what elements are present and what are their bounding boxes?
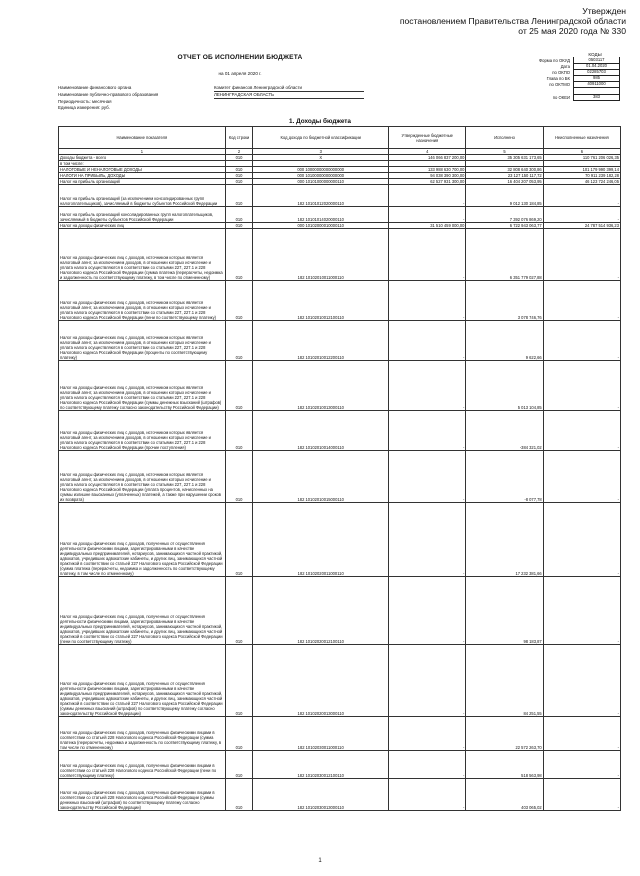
cell-kbk: 000 10101000000000110 [253,179,389,185]
table-row [59,321,621,361]
cell-kbk: 182 10102030012100110 [253,751,389,779]
cell-code: 010 [225,207,253,223]
table-row [59,717,621,751]
code-label: Дата [560,63,570,69]
cell-name: Налог на доходы физических лиц с доходов, источником которых является налоговый агент, за исключением доходов, в отношении которых исчисление и уплата налога осуществляются в соответствии со статьями 227, 227.1 и 228 Налогового кодекса Российской Федерации (суммы денежных взысканий (штрафов) по соответствующему платежу согласно законодательству Российской Федерации) [59,361,226,411]
table-row [59,779,621,811]
cell-done: 7 392 076 869,20 [466,207,543,223]
cell-done: 9 012 130 184,85 [466,185,543,207]
cell-kbk: 182 10101014020000110 [253,207,389,223]
cell-rest: 24 787 514 936,23 [543,223,620,229]
approval-line-2: постановлением Правительства Ленинградской области [399,16,626,26]
cell-kbk: 182 10102030013000110 [253,779,389,811]
header-field-label: Единица измерения: руб. [58,105,110,110]
approval-stamp [366,6,626,36]
cell-code: 010 [225,281,253,321]
cell-done: 22 572 263,70 [466,717,543,751]
cell-plan: - [389,451,466,503]
cell-name: Налог на доходы физических лиц с доходов, полученных физическими лицами в соответствии со статьей 228 Налогового кодекса Российской Федерации (сумма платежа (перерасчеты, недоимка и задолженность по соответствующему платежу, в том числе по отмененному) [59,717,226,751]
cell-rest: - [543,361,620,411]
cell-rest: - [543,411,620,451]
cell-code: 010 [225,577,253,645]
cell-name: в том числе: [59,161,226,167]
cell-name: Доходы бюджета - всего [59,155,226,161]
header-field-value: Комитет финансов Ленинградской области [214,85,364,92]
cell-rest: - [543,779,620,811]
cell-done: 98 183,87 [466,577,543,645]
cell-done: -384 321,02 [466,411,543,451]
table-body [59,155,621,811]
header-field-label: Наименование финансового органа [58,85,132,90]
table-row [59,185,621,207]
cell-code: 010 [225,361,253,411]
cell-code: 010 [225,451,253,503]
column-number: 6 [543,149,620,155]
code-value: 985 [573,75,620,82]
cell-rest: - [543,281,620,321]
cell-kbk: 000 10102000010000110 [253,223,389,229]
cell-name: Налог на доходы физических лиц [59,223,226,229]
cell-name: Налог на прибыль организаций (за исключением консолидированных групп налогоплательщиков), зачисляемый в бюджеты субъектов Российской Федерации [59,185,226,207]
cell-kbk: 182 10101012020000110 [253,185,389,207]
code-label: по ОКТМО [549,82,570,88]
cell-done: 32 808 640 300,86 [466,167,543,173]
cell-done: 3 078 746,76 [466,281,543,321]
table-row [59,281,621,321]
cell-plan: - [389,503,466,577]
code-label: Глава по БК [546,76,570,82]
cell-name: Налог на доходы физических лиц с доходов, источником которых является налоговый агент, за исключением доходов, в отношении которых исчисление и уплата налога осуществляются в соответствии со статьями 227, 227.1 и 228 Налогового кодекса Российской Федерации (пени по соответствующему платежу) [59,281,226,321]
cell-done: 84 251,55 [466,645,543,717]
code-label: по ОКЕИ [552,94,570,100]
cell-rest: - [543,229,620,281]
cell-code: 010 [225,321,253,361]
cell-plan: 94 038 390 300,00 [389,173,466,179]
cell-plan: - [389,751,466,779]
header-field-label: Периодичность: месячная [58,99,112,104]
column-header: Исполнено [466,127,543,149]
column-number: 5 [466,149,543,155]
table-row [59,645,621,717]
header-field-label: Наименование публично-правового образования [58,92,159,97]
cell-rest: 101 179 990 399,14 [543,167,620,173]
approval-line-1: Утвержден [582,6,626,16]
column-number: 2 [225,149,253,155]
cell-kbk: 182 10102010011000110 [253,229,389,281]
cell-rest: 70 911 239 182,28 [543,173,620,179]
cell-rest: - [543,503,620,577]
cell-kbk: 000 10000000000000000 [253,167,389,173]
cell-plan: - [389,717,466,751]
table-row [59,411,621,451]
cell-rest: - [543,185,620,207]
codes-title: КОДЫ [588,52,602,57]
cell-code: 010 [225,411,253,451]
cell-done: 403 065,02 [466,779,543,811]
cell-rest: - [543,645,620,717]
code-value: 0503117 [573,57,620,64]
cell-done: 23 127 150 117,72 [466,173,543,179]
column-header: Код строки [225,127,253,149]
table-header-row [59,127,621,149]
table-row [59,577,621,645]
cell-plan: - [389,779,466,811]
header-field-value: ЛЕНИНГРАДСКАЯ ОБЛАСТЬ [214,92,364,99]
cell-code: 010 [225,167,253,173]
cell-rest: - [543,751,620,779]
cell-plan: 146 066 837 200,00 [389,155,466,161]
cell-rest: - [543,207,620,223]
cell-plan: - [389,229,466,281]
cell-rest: 110 761 206 026,35 [543,155,620,161]
table-row [59,751,621,779]
cell-code: 010 [225,223,253,229]
cell-plan: 31 510 459 000,00 [389,223,466,229]
code-label: по ОКПО [552,69,570,75]
cell-name: НАЛОГИ НА ПРИБЫЛЬ, ДОХОДЫ [59,173,226,179]
header-field-row [58,92,364,99]
code-value: 01.04.2020 [573,63,620,70]
approval-line-3: от 25 мая 2020 года № 330 [518,26,626,36]
cell-plan: - [389,185,466,207]
cell-name: Налог на доходы физических лиц с доходов, источником которых является налоговый агент, за исключением доходов, в отношении которых исчисление и уплата налога осуществляются в соответствии со статьями 227, 227.1 и 228 Налогового кодекса Российской Федерации (сумма платежа (перерасчеты, недоимка и задолженность по соответствующему платежу, в том числе по отмененному) [59,229,226,281]
column-number: 1 [59,149,226,155]
codes-block [510,52,620,100]
code-label: Форма по ОКУД [538,57,570,63]
cell-name: Налог на доходы физических лиц с доходов, источником которых является налоговый агент, за исключением доходов, в отношении которых исчисление и уплата налога осуществляются в соответствии со статьями 227, 227.1 и 228 Налогового кодекса Российской Федерации (прочие поступления) [59,411,226,451]
code-row [510,94,620,100]
cell-rest: - [543,321,620,361]
code-value: 383 [573,94,620,101]
cell-name: Налог на доходы физических лиц с доходов, источником которых является налоговый агент, за исключением доходов, в отношении которых исчисление и уплата налога осуществляются в соответствии со статьями 227, 227.1 и 228 Налогового кодекса Российской Федерации (уплата процентов, начисленных на суммы излишне взысканных (уплаченных) платежей, а также при нарушении сроков их возврата) [59,451,226,503]
table-row [59,229,621,281]
page-number: 1 [318,858,322,864]
section-title: 1. Доходы бюджета [289,118,351,125]
cell-done: 17 232 381,66 [466,503,543,577]
table-row [59,451,621,503]
cell-kbk: 182 10102010012200110 [253,321,389,361]
header-field-row [58,105,364,111]
header-field-value [214,105,364,111]
header-field-row [58,85,364,92]
cell-rest: - [543,717,620,751]
cell-code: 010 [225,779,253,811]
cell-code: 010 [225,229,253,281]
cell-rest: - [543,577,620,645]
report-date: на 01 апреля 2020 г. [218,71,262,76]
cell-name: Налог на доходы физических лиц с доходов, полученных от осуществления деятельности физическими лицами, зарегистрированными в качестве индивидуальных предпринимателей, нотариусов, занимающихся частной практикой, адвокатов, учредивших адвокатские кабинеты, и других лиц, занимающихся частной практикой в соответствии со статьей 227 Налогового кодекса Российской Федерации (суммы денежных взысканий (штрафов) по соответствующему платежу согласно законодательству Российской Федерации) [59,645,226,717]
cell-code: 010 [225,179,253,185]
cell-name: Налог на прибыль организаций [59,179,226,185]
column-number: 3 [253,149,389,155]
cell-plan: - [389,207,466,223]
cell-rest: - [543,451,620,503]
cell-code: 010 [225,155,253,161]
cell-done: 5 013 104,85 [466,361,543,411]
table-row [59,503,621,577]
column-header: Наименование показателя [59,127,226,149]
cell-kbk: X [253,155,389,161]
cell-plan: - [389,321,466,361]
column-header: Неисполненные назначения [543,127,620,149]
cell-done: 6 351 779 027,88 [466,229,543,281]
cell-kbk: 182 10102020013000110 [253,645,389,717]
cell-kbk: 182 10102020012100110 [253,577,389,645]
cell-done: 518 563,98 [466,751,543,779]
cell-name: НАЛОГОВЫЕ И НЕНАЛОГОВЫЕ ДОХОДЫ [59,167,226,173]
cell-name: Налог на доходы физических лиц с доходов, полученных физическими лицами в соответствии со статьей 228 Налогового кодекса Российской Федерации (пени по соответствующему платежу) [59,751,226,779]
code-value: 02285703 [573,69,620,76]
cell-plan: - [389,577,466,645]
cell-code: 010 [225,717,253,751]
cell-name: Налог на доходы физических лиц с доходов, источником которых является налоговый агент, за исключением доходов, в отношении которых исчисление и уплата налога осуществляются в соответствии со статьями 227, 227.1 и 228 Налогового кодекса Российской Федерации (проценты по соответствующему платежу) [59,321,226,361]
cell-kbk: 182 10102010013000110 [253,361,389,411]
document-title: ОТЧЕТ ОБ ИСПОЛНЕНИИ БЮДЖЕТА [177,54,303,61]
cell-name: Налог на прибыль организаций консолидированных групп налогоплательщиков, зачисляемый в бюджеты субъектов Российской Федерации [59,207,226,223]
column-number: 4 [389,149,466,155]
cell-done: 16 404 207 053,95 [466,179,543,185]
cell-kbk: 182 10102020011000110 [253,503,389,577]
table-row [59,361,621,411]
cell-name: Налог на доходы физических лиц с доходов, полученных от осуществления деятельности физическими лицами, зарегистрированными в качестве индивидуальных предпринимателей, нотариусов, занимающихся частной практикой, адвокатов, учредивших адвокатские кабинеты, и других лиц, занимающихся частной практикой в соответствии со статьей 227 Налогового кодекса Российской Федерации (сумма платежа (перерасчеты, недоимка и задолженность по соответствующему платежу, в том числе по отмененному) [59,503,226,577]
cell-kbk: 000 10100000000000000 [253,173,389,179]
cell-plan: - [389,281,466,321]
cell-plan: 62 527 931 300,00 [389,179,466,185]
cell-plan: - [389,411,466,451]
cell-code: 010 [225,185,253,207]
cell-code: 010 [225,645,253,717]
cell-name: Налог на доходы физических лиц с доходов, полученных физическими лицами в соответствии со статьей 228 Налогового кодекса Российской Федерации (суммы денежных взысканий (штрафов) по соответствующему платежу согласно законодательству Российской Федерации) [59,779,226,811]
cell-done: 6 722 943 063,77 [466,223,543,229]
cell-done: 35 305 631 173,65 [466,155,543,161]
cell-kbk: 182 10102010012100110 [253,281,389,321]
cell-done: 9 622,66 [466,321,543,361]
cell-name: Налог на доходы физических лиц с доходов, полученных от осуществления деятельности физическими лицами, зарегистрированными в качестве индивидуальных предпринимателей, нотариусов, занимающихся частной практикой, адвокатов, учредивших адвокатские кабинеты, и других лиц, занимающихся частной практикой в соответствии со статьей 227 Налогового кодекса Российской Федерации (пени по соответствующему платежу) [59,577,226,645]
header-fields [58,85,364,111]
cell-code: 010 [225,751,253,779]
cell-code: 010 [225,173,253,179]
column-header: Код дохода по бюджетной классификации [253,127,389,149]
cell-rest: 46 123 724 246,05 [543,179,620,185]
cell-kbk: 182 10102010015000110 [253,451,389,503]
cell-done: -8 077,78 [466,451,543,503]
cell-plan: - [389,361,466,411]
revenue-table [58,126,621,811]
cell-kbk: 182 10102030011000110 [253,717,389,751]
cell-plan: - [389,645,466,717]
code-value: 40911000 [573,81,620,88]
cell-kbk: 182 10102010014000110 [253,411,389,451]
table-row [59,207,621,223]
cell-plan: 133 988 630 700,00 [389,167,466,173]
cell-code: 010 [225,503,253,577]
column-header: Утвержденные бюджетные назначения [389,127,466,149]
